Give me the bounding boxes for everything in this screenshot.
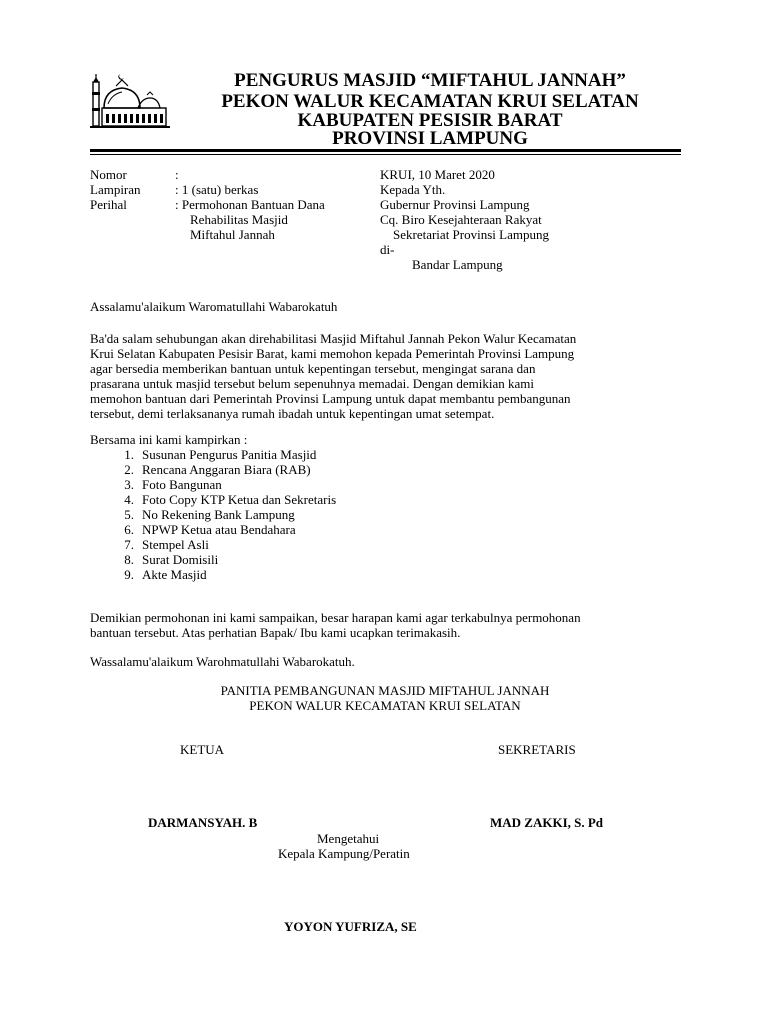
mosque-icon	[90, 68, 172, 130]
ketua-name: DARMANSYAH. B	[148, 815, 258, 830]
attachments-list	[110, 447, 336, 582]
recipient-city: Bandar Lampung	[412, 257, 503, 272]
para-line: bantuan tersebut. Atas perhatian Bapak/ Ibu kami ucapkan terimakasih.	[90, 625, 461, 640]
lampiran-value: : 1 (satu) berkas	[175, 182, 259, 197]
para-line: prasarana untuk masjid tersebut belum sepenuhnya memadai. Dengan demikian kami	[90, 376, 535, 391]
list-item: 6. NPWP Ketua atau Bendahara	[124, 522, 296, 537]
kepada-yth: Kepada Yth.	[380, 182, 446, 197]
list-item: 2. Rencana Anggaran Biara (RAB)	[124, 462, 311, 477]
header-rule-thin	[90, 154, 681, 155]
para-line: memohon bantuan dari Pemerintah Provinsi Lampung untuk dapat membantu pembangunan	[90, 391, 571, 406]
body-paragraph	[90, 331, 680, 421]
letterhead-line4: PROVINSI LAMPUNG	[332, 128, 528, 149]
ketua-title: KETUA	[180, 742, 225, 757]
sekretaris-name: MAD ZAKKI, S. Pd	[490, 815, 604, 830]
kepala-title: Kepala Kampung/Peratin	[278, 846, 410, 861]
lampiran-label: Lampiran	[90, 182, 141, 197]
list-item: 5. No Rekening Bank Lampung	[124, 507, 295, 522]
list-item: 8. Surat Domisili	[124, 552, 219, 567]
farewell: Wassalamu'alaikum Warohmatullahi Wabarokatuh.	[90, 654, 355, 669]
committee-line1: PANITIA PEMBANGUNAN MASJID MIFTAHUL JANNAH	[220, 683, 550, 698]
recipient-line3: Sekretariat Provinsi Lampung	[393, 227, 549, 242]
committee-line2: PEKON WALUR KECAMATAN KRUI SELATAN	[249, 698, 521, 713]
place-date: KRUI, 10 Maret 2020	[380, 167, 495, 182]
header-rule-thick	[90, 149, 681, 152]
para-line: Ba'da salam sehubungan akan direhabilitasi Masjid Miftahul Jannah Pekon Walur Kecamatan	[90, 331, 577, 346]
closing-paragraph	[90, 610, 680, 640]
list-item: 7. Stempel Asli	[124, 537, 209, 552]
recipient-line2: Cq. Biro Kesejahteraan Rakyat	[380, 212, 542, 227]
nomor-value: :	[175, 167, 179, 182]
perihal-label: Perihal	[90, 197, 127, 212]
para-line: Demikian permohonan ini kami sampaikan, besar harapan kami agar terkabulnya permohonan	[90, 610, 581, 625]
para-line: Krui Selatan Kabupaten Pesisir Barat, kami memohon kepada Pemerintah Provinsi Lampung	[90, 346, 575, 361]
perihal-value-3: Miftahul Jannah	[190, 227, 275, 242]
greeting: Assalamu'alaikum Waromatullahi Wabarokatuh	[90, 299, 338, 314]
para-line: agar bersedia memberikan bantuan untuk kepentingan tersebut, mengingat sarana dan	[90, 361, 536, 376]
letterhead-line1: PENGURUS MASJID “MIFTAHUL JANNAH”	[234, 70, 626, 91]
recipient-di: di-	[380, 242, 395, 257]
perihal-value-2: Rehabilitas Masjid	[190, 212, 288, 227]
kepala-name: YOYON YUFRIZA, SE	[284, 919, 417, 934]
perihal-value-1: : Permohonan Bantuan Dana	[175, 197, 325, 212]
list-item: 4. Foto Copy KTP Ketua dan Sekretaris	[124, 492, 337, 507]
nomor-label: Nomor	[90, 167, 127, 182]
list-item: 9. Akte Masjid	[124, 567, 207, 582]
list-item: 1. Susunan Pengurus Panitia Masjid	[124, 447, 317, 462]
letterhead-line3: KABUPATEN PESISIR BARAT	[297, 110, 563, 131]
letterhead-line2: PEKON WALUR KECAMATAN KRUI SELATAN	[221, 91, 639, 112]
list-item: 3. Foto Bangunan	[124, 477, 222, 492]
attachments-intro: Bersama ini kami kampirkan :	[90, 432, 248, 447]
sekretaris-title: SEKRETARIS	[498, 742, 576, 757]
mengetahui: Mengetahui	[317, 831, 380, 846]
recipient-line1: Gubernur Provinsi Lampung	[380, 197, 530, 212]
para-line: tersebut, demi terlaksananya rumah ibadah untuk kepentingan umat setempat.	[90, 406, 495, 421]
